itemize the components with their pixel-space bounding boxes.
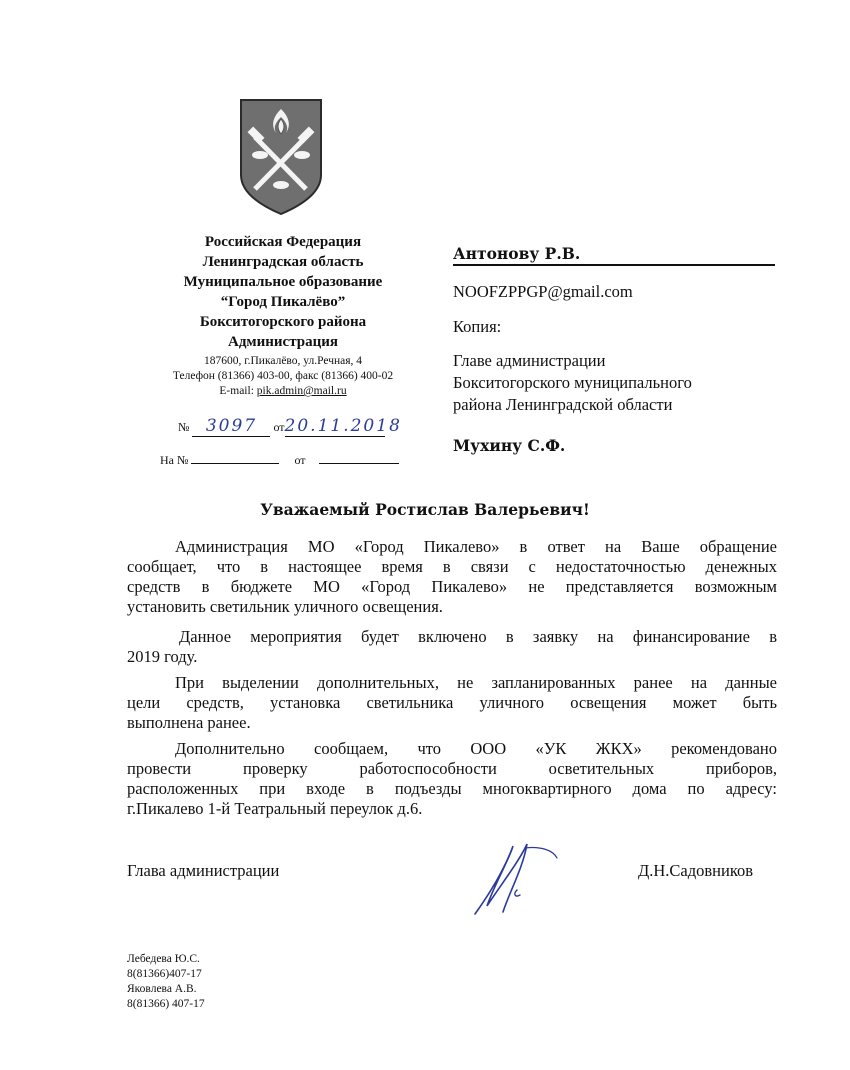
handwritten-signature <box>465 838 580 918</box>
issuer-address: 187600, г.Пикалёво, ул.Речная, 4 <box>203 355 363 367</box>
issuer-header <box>148 232 418 352</box>
reg-number-value: 3097 <box>205 416 258 436</box>
p1-line-3: средств в бюджете МО «Город Пикалево» не представляется возможным <box>127 577 777 596</box>
header-line-region: Ленинградская область <box>202 254 364 270</box>
p1-line-1: Администрация МО «Город Пикалево» в ответ на Ваше обращение <box>175 537 777 556</box>
reply-number-label: На № <box>160 453 189 467</box>
copy-line-1: Главе администрации <box>453 351 606 370</box>
addressee-rule <box>453 264 775 266</box>
p3-line-3: выполнена ранее. <box>127 713 251 732</box>
header-line-country: Российская Федерация <box>204 234 362 250</box>
copy-line-2: Бокситогорского муниципального <box>453 373 692 392</box>
p3-line-1: При выделении дополнительных, не запланированных ранее на данные <box>175 673 777 692</box>
reply-date-blank <box>319 451 399 464</box>
coat-of-arms-emblem <box>238 97 324 217</box>
issuer-email-link[interactable]: pik.admin@mail.ru <box>256 385 347 397</box>
signature-title: Глава администрации <box>127 861 280 880</box>
header-line-city: “Город Пикалёво” <box>220 294 346 310</box>
reg-number-label: № <box>178 420 190 434</box>
p4-line-4: г.Пикалево 1-й Театральный переулок д.6. <box>127 799 423 818</box>
signatory-name: Д.Н.Садовников <box>638 861 754 880</box>
p4-line-1: Дополнительно сообщаем, что ООО «УК ЖКХ» рекомендовано <box>175 739 777 758</box>
issuer-email-line <box>148 384 418 399</box>
copy-label: Копия: <box>453 317 502 336</box>
copy-line-3: района Ленинградской области <box>453 395 673 414</box>
header-line-administration: Администрация <box>227 334 339 350</box>
addressee-name: Антонову Р.В. <box>453 244 581 263</box>
p1-line-2: сообщает, что в настоящее время в связи с недостаточностью денежных <box>127 557 777 576</box>
executor-1-phone: 8(81366)407-17 <box>127 968 202 980</box>
header-line-district: Бокситогорского района <box>199 314 367 330</box>
reply-number-blank <box>191 451 279 464</box>
issuer-phone: Телефон (81366) 403-00, факс (81366) 400-02 <box>172 370 394 382</box>
p3-line-2: цели средств, установка светильника уличного освещения может быть <box>127 693 777 712</box>
reg-date-label: от <box>273 420 285 434</box>
header-line-municipality: Муниципальное образование <box>183 274 383 290</box>
reply-line <box>160 451 410 468</box>
reply-date-label: от <box>294 453 306 467</box>
copy-recipient <box>453 350 692 416</box>
copy-name: Мухину С.Ф. <box>453 436 566 455</box>
executor-2-phone: 8(81366) 407-17 <box>127 998 205 1010</box>
salutation: Уважаемый Ростислав Валерьевич! <box>260 500 590 519</box>
executor-2-name: Яковлева А.В. <box>127 983 197 995</box>
executors-block <box>127 952 205 1012</box>
addressee-email: NOOFZPPGP@gmail.com <box>453 282 633 301</box>
issuer-contacts <box>148 354 418 399</box>
p2-line-2: 2019 году. <box>127 647 198 666</box>
p1-line-4: установить светильник уличного освещения. <box>127 597 443 616</box>
registration-line <box>178 416 418 437</box>
p4-line-2: провести проверку работоспособности осветительных приборов, <box>127 759 777 778</box>
p2-line-1: Данное мероприятия будет включено в заявку на финансирование в <box>179 627 777 646</box>
p4-line-3: расположенных при входе в подъезды многоквартирного дома по адресу: <box>127 779 777 798</box>
reg-date-value: 20.11.2018 <box>284 416 402 436</box>
executor-1-name: Лебедева Ю.С. <box>127 953 200 965</box>
issuer-email-label: E-mail: <box>219 385 257 397</box>
